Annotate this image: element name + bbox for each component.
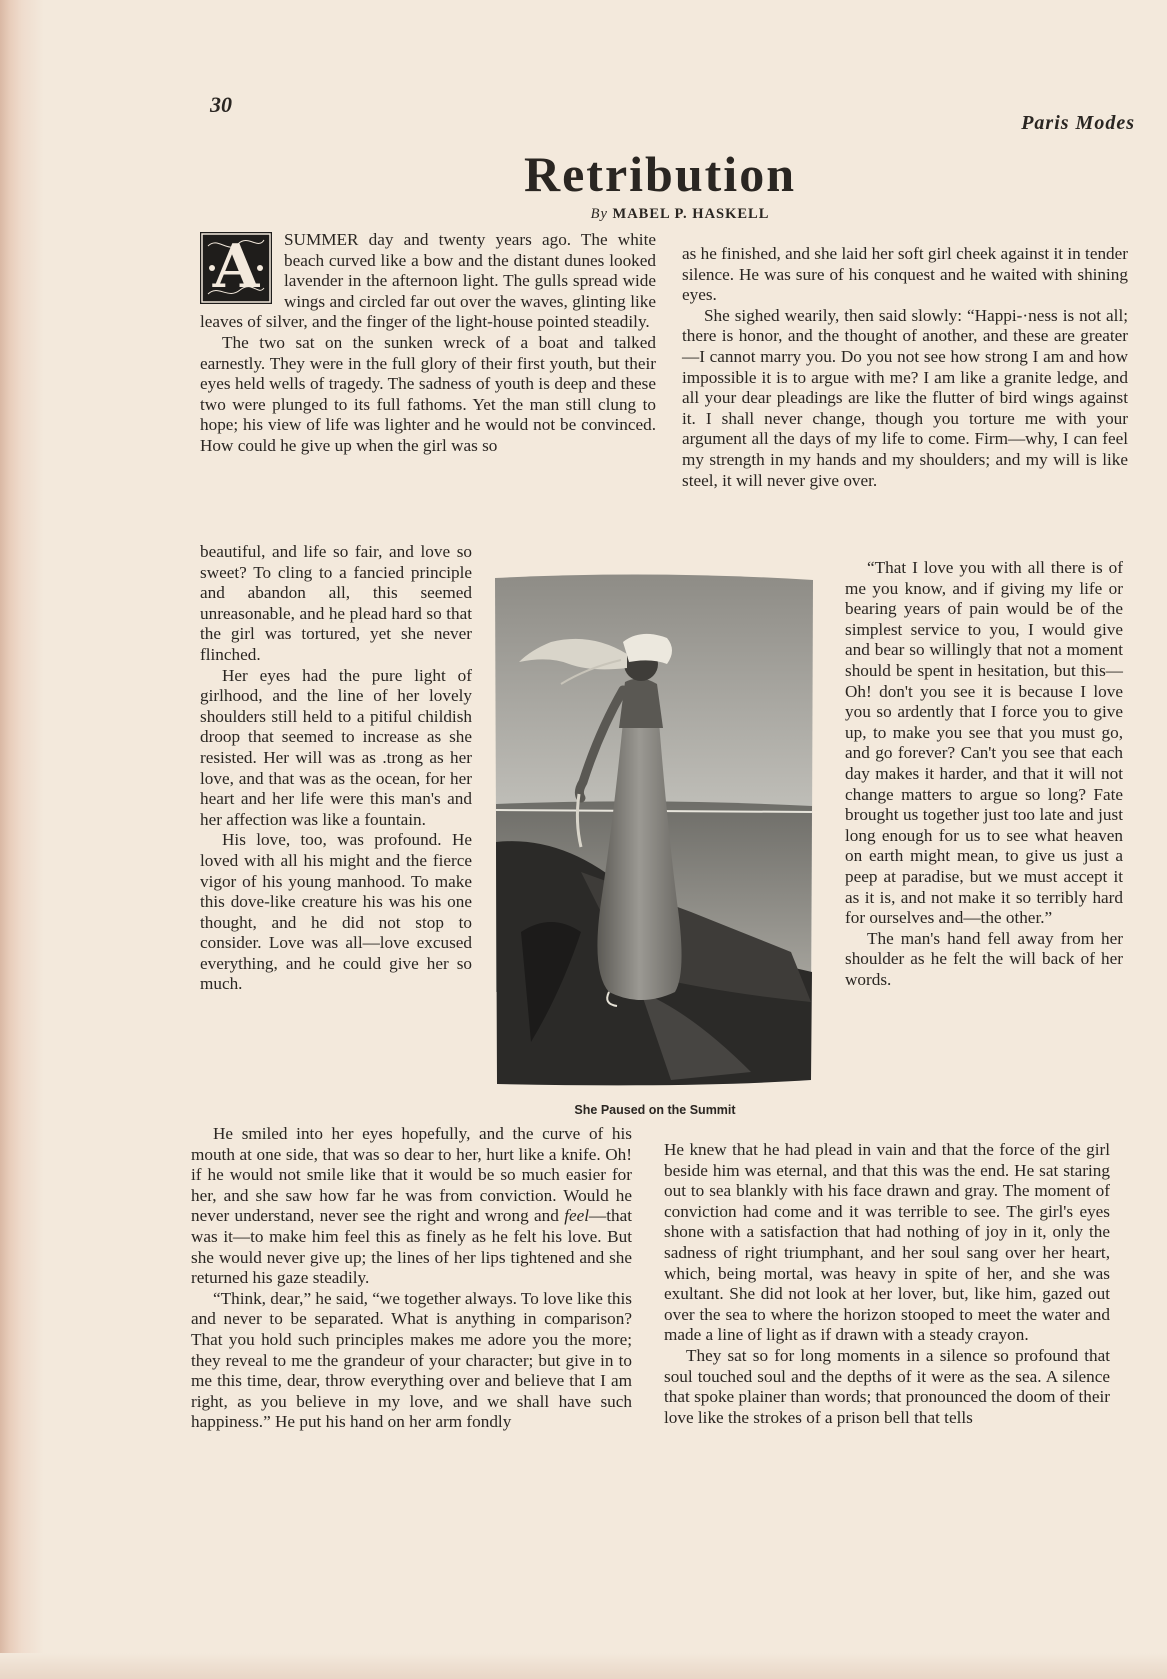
drop-cap — [200, 232, 272, 304]
running-head: Paris Modes — [1021, 112, 1135, 134]
byline — [560, 206, 800, 223]
page-edge — [0, 0, 44, 1679]
paragraph: beautiful, and life so fair, and love so sweet? To cling to a fancied principle and abandon all, this seemed unreasonable, and he plead hard so that the girl was tortured, yet she never flinched. — [200, 542, 472, 664]
right-column-top — [682, 244, 1128, 491]
illustration-caption: She Paused on the Summit — [574, 1103, 736, 1117]
left-column-bottom — [191, 1124, 632, 1433]
paragraph: “Think, dear,” he said, “we together always. To love like this and never to be separated. What is anything in comparison? That you hold such principles makes me adore you the more; they reveal to me the grandeur of your character; but give in to me this time, dear, throw everything over and believe that I am right, as you believe in my love, and we shall have such happiness.” He put his hand on her arm fondly — [191, 1288, 632, 1432]
right-column-narrow — [845, 558, 1123, 990]
paragraph: The two sat on the sunken wreck of a boat and talked earnestly. They were in the full glory of their first youth, but their eyes held wells of tragedy. The sadness of youth is deep and these two were plunged to its full fathoms. Yet the man still clung to hope; his view of life was lighter and he would not be convinced. How could he give up when the girl was so — [200, 332, 656, 455]
paragraph-text: SUMMER day and twenty years ago. The white beach curved like a bow and the distant dunes looked lavender in the afternoon light. The gulls spread wide wings and circled far out over the waves, glinting like leaves of silver, and the finger of the light-house pointed steadily. — [200, 230, 656, 332]
illustration — [491, 572, 819, 1092]
paragraph: as he finished, and she laid her soft girl cheek against it in tender silence. He was sure of his conquest and he waited with shining eyes. — [682, 244, 1128, 305]
paragraph: His love, too, was profound. He loved with all his might and the fierce vigor of his young manhood. To make this dove-like creature his was his one thought, and he did not stop to consider. Love was all—love excused everything, and he could give her so much. — [200, 830, 472, 994]
paragraph: The man's hand fell away from her shoulder as he felt the will back of her words. — [845, 928, 1123, 989]
left-column-narrow — [200, 542, 472, 995]
article-title: Retribution — [524, 146, 796, 202]
drop-cap-letter: A — [212, 232, 260, 302]
paragraph: He knew that he had plead in vain and that the force of the girl beside him was eternal, and that this was the end. He sat staring out to sea blankly with his face drawn and gray. The moment of conviction had come and it was terrible to see. The girl's eyes shone with a satisfaction that had nothing of joy in it, only the sadness of right triumphant, and her soul sang over her heart, which, being mortal, was heavy in spite of her, and she was exultant. She did not look at her lover, but, like him, gazed out over the sea to where the horizon stooped to meet the water and made a line of light as if drawn with a steady crayon. — [664, 1140, 1110, 1345]
paragraph: Her eyes had the pure light of girlhood, and the line of her lovely shoulders still held to a pitiful childish droop that seemed to increase as she resisted. Her will was as .trong as her love, and that was as the ocean, for her heart and her life were this man's and her affection was like a fountain. — [200, 665, 472, 829]
illustration-image — [491, 572, 819, 1092]
paragraph-text: He smiled into her eyes hopefully, and the curve of his mouth at one side, that was so dear to her, hurt like a knife. Oh! if he would not smile like that it would be so much easier for her, and she saw how far he was from conviction. Would he never understand, never see the right and wrong and — [191, 1124, 632, 1226]
page-bottom-edge — [0, 1653, 1167, 1679]
page-number: 30 — [210, 92, 232, 117]
left-column-top — [200, 230, 656, 457]
paragraph: “That I love you with all there is of me you know, and if giving my life or bearing years of pain would be of the simplest service to you, I would give and bear so willingly that not a moment should be spent in hesitation, but this—Oh! don't you see it is because I love you so ardently that I force you to give up, to make you see that you must go, and go forever? Can't you see that each day makes it harder, and that it will not change matters to argue so long? Fate brought us together just too late and just long enough for us to see what heaven on earth might mean, to give us just a peep at paradise, but we must accept it as it is, and not make it so terribly hard for ourselves and—the other.” — [845, 558, 1123, 928]
paragraph — [191, 1124, 632, 1289]
right-column-bottom — [664, 1140, 1110, 1428]
paragraph-text: —that was it—to make him feel this as finely as he felt his love. But she would never give up; the lines of her lips tightened and she returned his gaze steadily. — [191, 1206, 632, 1288]
byline-prefix: By — [590, 206, 608, 222]
author-name: MABEL P. HASKELL — [612, 206, 770, 222]
emphasis: feel — [564, 1206, 590, 1226]
paragraph: She sighed wearily, then said slowly: “Happi-·ness is not all; there is honor, and the thought of another, and these are greater—I cannot marry you. Do you not see how strong I am and how impossible it is to argue with me? I am like a granite ledge, and all your dear pleadings are like the flutter of bird wings against it. I shall never change, though you torture me with your argument all the days of my life to come. Firm—why, I can feel my strength in my hands and my shoulders; and my will is like steel, it will never give over. — [682, 305, 1128, 490]
paragraph: They sat so for long moments in a silence so profound that soul touched soul and the depths of it were as the sea. A silence that spoke plainer than words; that pronounced the doom of their love like the strokes of a prison bell that tells — [664, 1345, 1110, 1427]
paragraph — [200, 230, 656, 333]
